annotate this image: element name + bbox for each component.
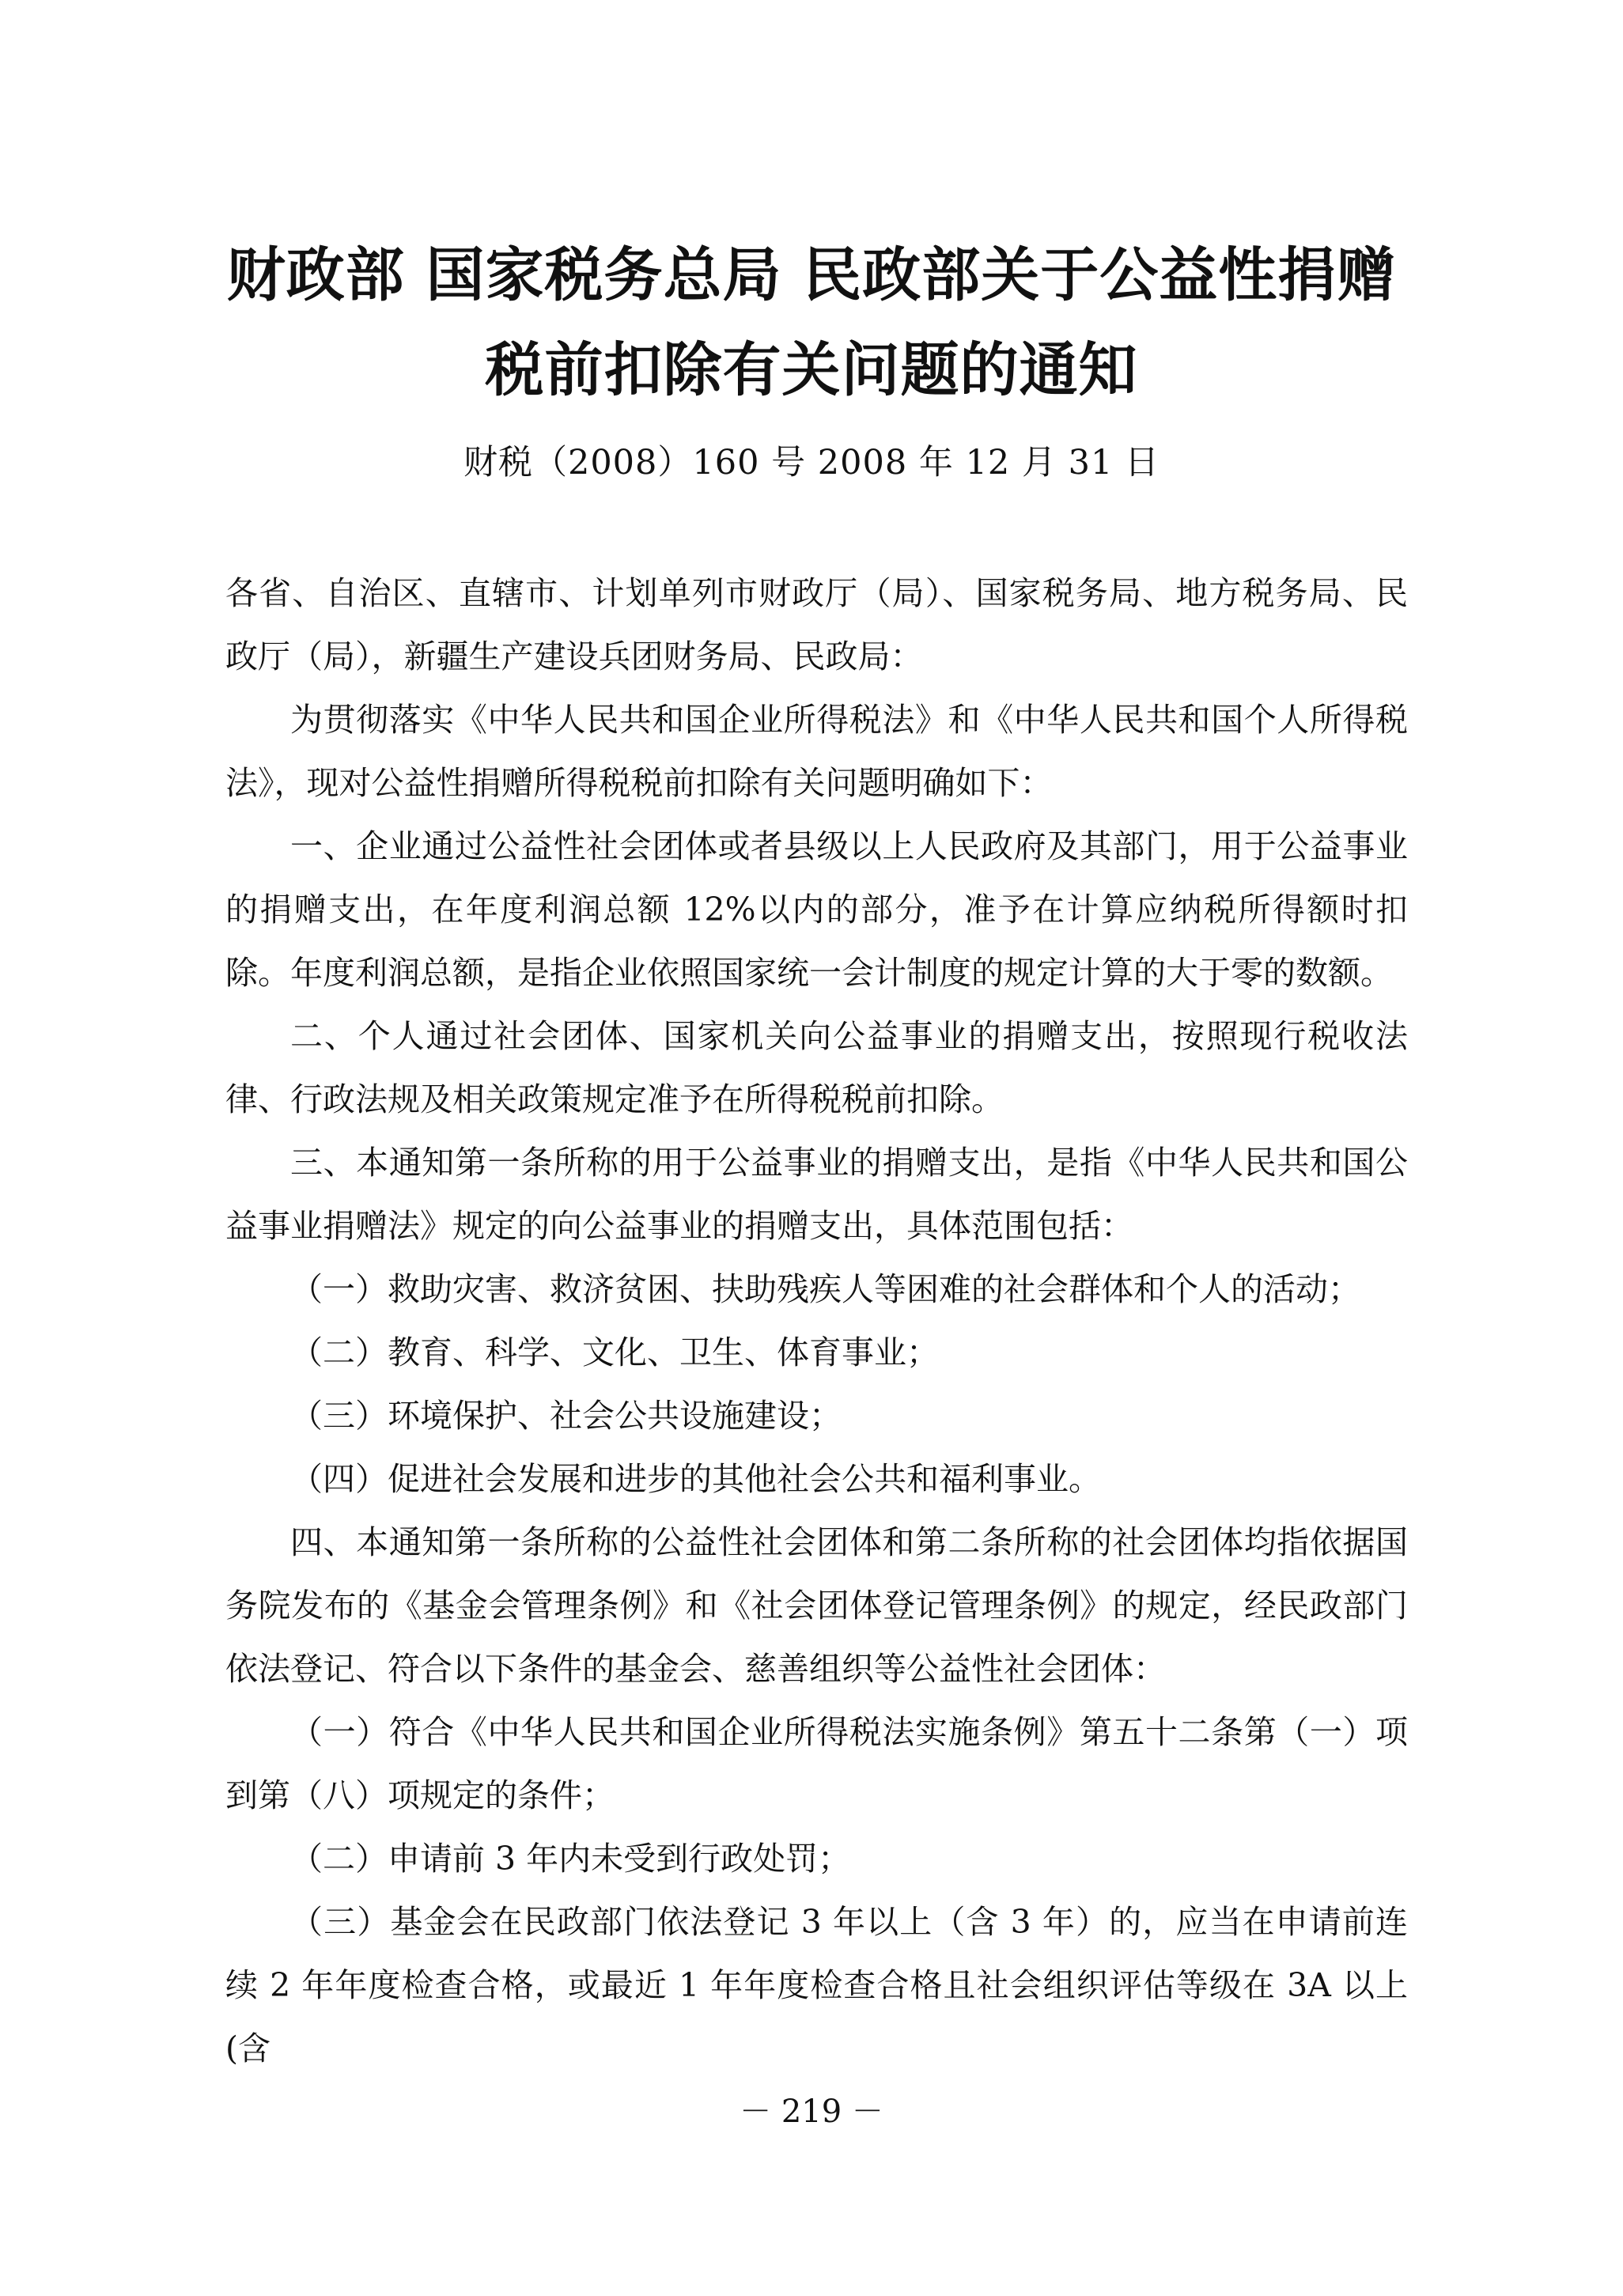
list-item: （一）符合《中华人民共和国企业所得税法实施条例》第五十二条第（一）项到第（八）项规定的条件； [225, 1713, 1408, 1814]
list-item: （三）环境保护、社会公共设施建设； [290, 1397, 842, 1435]
paragraph-article-3: 三、本通知第一条所称的用于公益事业的捐赠支出，是指《中华人民共和国公益事业捐赠法》规定的向公益事业的捐赠支出，具体范围包括： [225, 1144, 1408, 1245]
paragraph-article-1: 一、企业通过公益性社会团体或者县级以上人民政府及其部门，用于公益事业的捐赠支出，在年度利润总额 12%以内的部分，准予在计算应纳税所得额时扣除。年度利润总额，是指企业依照国家统一会计制度的规定计算的大于零的数额。 [225, 827, 1408, 992]
document-title-line-2: 税前扣除有关问题的通知 [485, 336, 1138, 404]
paragraph-addressees: 各省、自治区、直辖市、计划单列市财政厅（局）、国家税务局、地方税务局、民政厅（局），新疆生产建设兵团财务局、民政局： [225, 574, 1408, 675]
paragraph-article-2: 二、个人通过社会团体、国家机关向公益事业的捐赠支出，按照现行税收法律、行政法规及相关政策规定准予在所得税税前扣除。 [225, 1017, 1408, 1118]
page-number: － 219 － [740, 2094, 883, 2130]
document-title-line-1: 财政部 国家税务总局 民政部关于公益性捐赠 [226, 241, 1397, 309]
document-body [225, 562, 1408, 2080]
list-item: （二）教育、科学、文化、卫生、体育事业； [290, 1333, 939, 1371]
paragraph-article-4: 四、本通知第一条所称的公益性社会团体和第二条所称的社会团体均指依据国务院发布的《基金会管理条例》和《社会团体登记管理条例》的规定，经民政部门依法登记、符合以下条件的基金会、慈善组织等公益性社会团体： [225, 1523, 1408, 1688]
list-item: （三）基金会在民政部门依法登记 3 年以上（含 3 年）的，应当在申请前连续 2 年年度检查合格，或最近 1 年年度检查合格且社会组织评估等级在 3A 以上(含 [225, 1903, 1408, 2067]
list-item: （四）促进社会发展和进步的其他社会公共和福利事业。 [290, 1460, 1101, 1498]
list-item: （二）申请前 3 年内未受到行政处罚； [290, 1840, 851, 1878]
paragraph-purpose: 为贯彻落实《中华人民共和国企业所得税法》和《中华人民共和国个人所得税法》，现对公益性捐赠所得税税前扣除有关问题明确如下： [225, 701, 1408, 802]
document-reference-and-date: 财税（2008）160 号 2008 年 12 月 31 日 [463, 443, 1160, 482]
list-item: （一）救助灾害、救济贫困、扶助残疾人等困难的社会群体和个人的活动； [290, 1270, 1360, 1308]
